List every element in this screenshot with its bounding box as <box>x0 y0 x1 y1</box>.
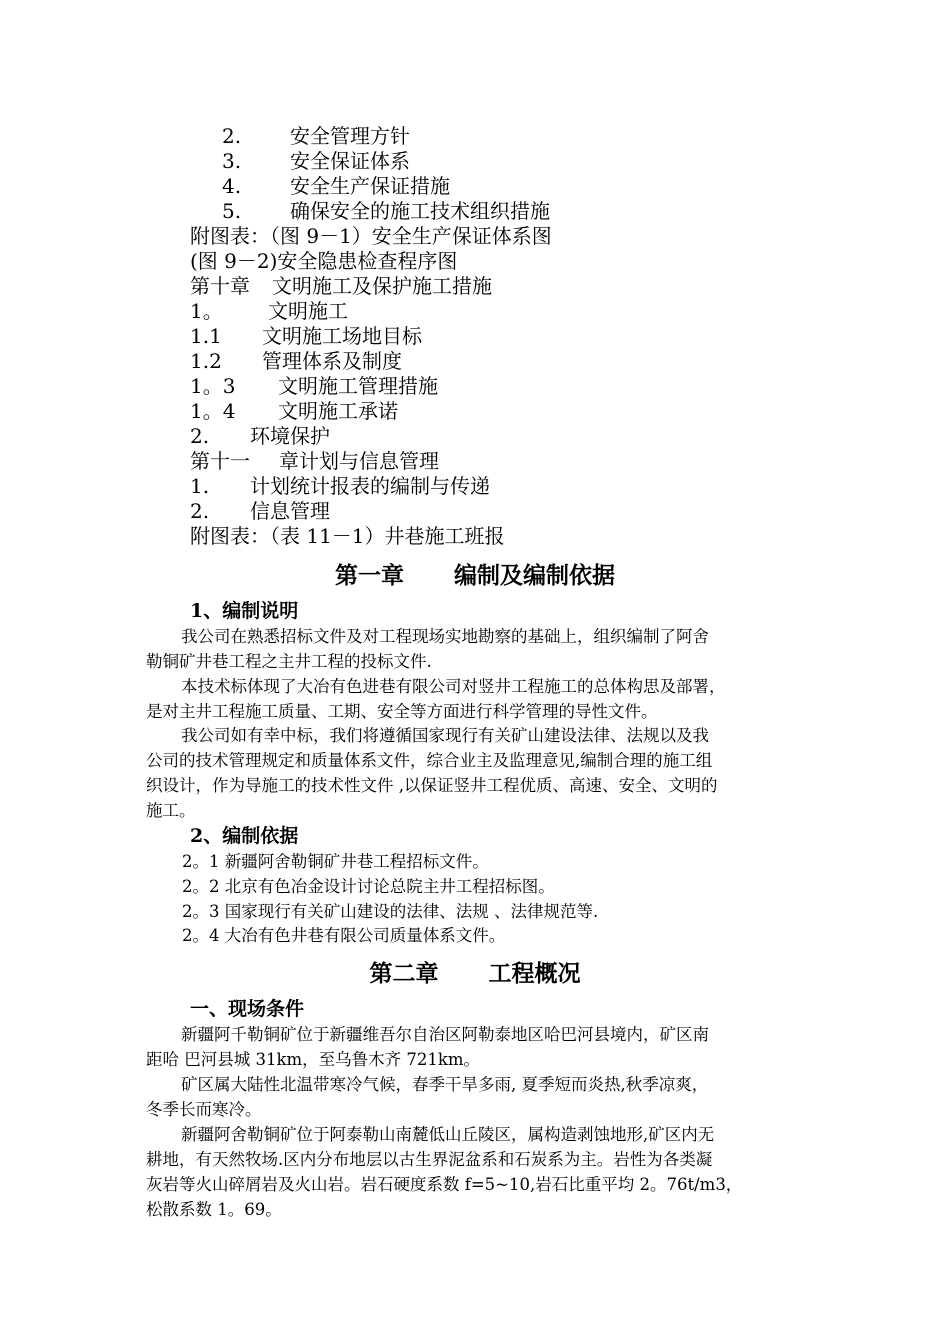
toc-item <box>190 399 690 424</box>
toc-item <box>190 424 690 449</box>
toc-number: 5. <box>222 199 242 223</box>
paragraph-line: 本技术标体现了大冶有色进巷有限公司对竖井工程施工的总体构思及部署， <box>181 677 726 696</box>
toc-text: 文明施工承诺 <box>278 399 398 423</box>
toc-item <box>222 199 622 224</box>
chapter-heading <box>0 955 950 988</box>
paragraph-line: 织设计，作为导施工的技术性文件 ,以保证竖井工程优质、高速、安全、文明的 <box>146 776 718 795</box>
toc-number: 3. <box>222 149 242 173</box>
paragraph-line: 公司的技术管理规定和质量体系文件，综合业主及监理意见,编制合理的施工组 <box>146 751 713 770</box>
toc-item <box>222 149 622 174</box>
toc-text: 安全管理方针 <box>290 124 410 148</box>
toc-text: 章计划与信息管理 <box>279 449 439 473</box>
toc-text: 信息管理 <box>250 499 330 523</box>
toc-item <box>222 174 622 199</box>
paragraph-line: 冬季长而寒冷。 <box>146 1100 262 1119</box>
chapter-heading <box>0 557 950 590</box>
toc-text: 安全保证体系 <box>290 149 410 173</box>
toc-text: 文明施工及保护施工措施 <box>272 274 492 298</box>
toc-text: (图 9－2)安全隐患检查程序图 <box>190 249 458 273</box>
toc-text: 附图表：（表 11－1）井巷施工班报 <box>190 524 505 548</box>
section-heading: 1、编制说明 <box>190 600 299 622</box>
paragraph-line: 灰岩等火山碎屑岩及火山岩。岩石硬度系数 f=5~10,岩石比重平均 2。76t/m3， <box>146 1175 743 1194</box>
chapter-title: 工程概况 <box>488 960 581 987</box>
paragraph-line: 我公司在熟悉招标文件及对工程现场实地勘察的基础上，组织编制了阿舍 <box>181 627 709 646</box>
toc-item <box>190 249 690 274</box>
section-heading: 2、编制依据 <box>190 825 299 847</box>
paragraph-line: 新疆阿舍勒铜矿位于阿泰勒山南麓低山丘陵区，属构造剥蚀地形,矿区内无 <box>181 1125 715 1144</box>
toc-text: 管理体系及制度 <box>262 349 402 373</box>
list-item: 2。3 国家现行有关矿山建设的法律、法规 、法律规范等. <box>182 902 599 921</box>
toc-text: 环境保护 <box>250 424 330 448</box>
toc-item <box>190 224 690 249</box>
toc-item <box>190 374 690 399</box>
toc-number: 1.2 <box>190 349 222 373</box>
list-item: 2。1 新疆阿舍勒铜矿井巷工程招标文件。 <box>182 852 489 871</box>
paragraph-line: 耕地，有天然牧场.区内分布地层以古生界泥盆系和石炭系为主。岩性为各类凝 <box>146 1150 713 1169</box>
toc-number: 1。3 <box>190 374 236 398</box>
list-item: 2。4 大冶有色井巷有限公司质量体系文件。 <box>182 926 506 945</box>
paragraph-line: 松散系数 1。69。 <box>146 1200 282 1219</box>
chapter-title: 编制及编制依据 <box>454 562 615 589</box>
toc-item <box>190 449 690 474</box>
paragraph-line: 新疆阿千勒铜矿位于新疆维吾尔自治区阿勒泰地区哈巴河县境内，矿区南 <box>181 1025 709 1044</box>
toc-number: 2. <box>190 499 210 523</box>
toc-text: 文明施工管理措施 <box>278 374 438 398</box>
chapter-number: 第一章 <box>335 562 404 589</box>
toc-item <box>222 124 622 149</box>
toc-item <box>190 349 690 374</box>
toc-text: 确保安全的施工技术组织措施 <box>290 199 550 223</box>
toc-number: 4. <box>222 174 242 198</box>
toc-number: 第十章 <box>190 274 250 298</box>
toc-item <box>190 274 690 299</box>
toc-text: 安全生产保证措施 <box>290 174 450 198</box>
toc-number: 1.1 <box>190 324 222 348</box>
toc-number: 1. <box>190 474 210 498</box>
paragraph-line: 施工。 <box>146 801 196 820</box>
toc-text: 计划统计报表的编制与传递 <box>250 474 490 498</box>
toc-item <box>190 524 690 549</box>
toc-number: 2. <box>222 124 242 148</box>
toc-number: 2. <box>190 424 210 448</box>
toc-item <box>190 474 690 499</box>
paragraph-line: 勒铜矿井巷工程之主井工程的投标文件. <box>146 652 432 671</box>
chapter-number: 第二章 <box>369 960 439 987</box>
toc-item <box>190 499 690 524</box>
paragraph-line: 矿区属大陆性北温带寒冷气候，春季干旱多雨, 夏季短而炎热,秋季凉爽， <box>181 1075 709 1094</box>
toc-item <box>190 299 690 324</box>
toc-number: 1。 <box>190 299 223 323</box>
paragraph-line: 我公司如有幸中标，我们将遵循国家现行有关矿山建设法律、法规以及我 <box>181 726 709 745</box>
toc-number: 第十一 <box>190 449 250 473</box>
toc-text: 文明施工场地目标 <box>262 324 422 348</box>
list-item: 2。2 北京有色冶金设计讨论总院主井工程招标图。 <box>182 877 555 896</box>
toc-text: 附图表：（图 9－1）安全生产保证体系图 <box>190 224 552 248</box>
toc-number: 1。4 <box>190 399 236 423</box>
section-heading: 一、现场条件 <box>190 998 305 1020</box>
paragraph-line: 距哈 巴河县城 31km，至乌鲁木齐 721km。 <box>146 1050 481 1069</box>
paragraph-line: 是对主井工程施工质量、工期、安全等方面进行科学管理的导性文件。 <box>146 702 658 721</box>
toc-item <box>190 324 690 349</box>
toc-text: 文明施工 <box>268 299 348 323</box>
